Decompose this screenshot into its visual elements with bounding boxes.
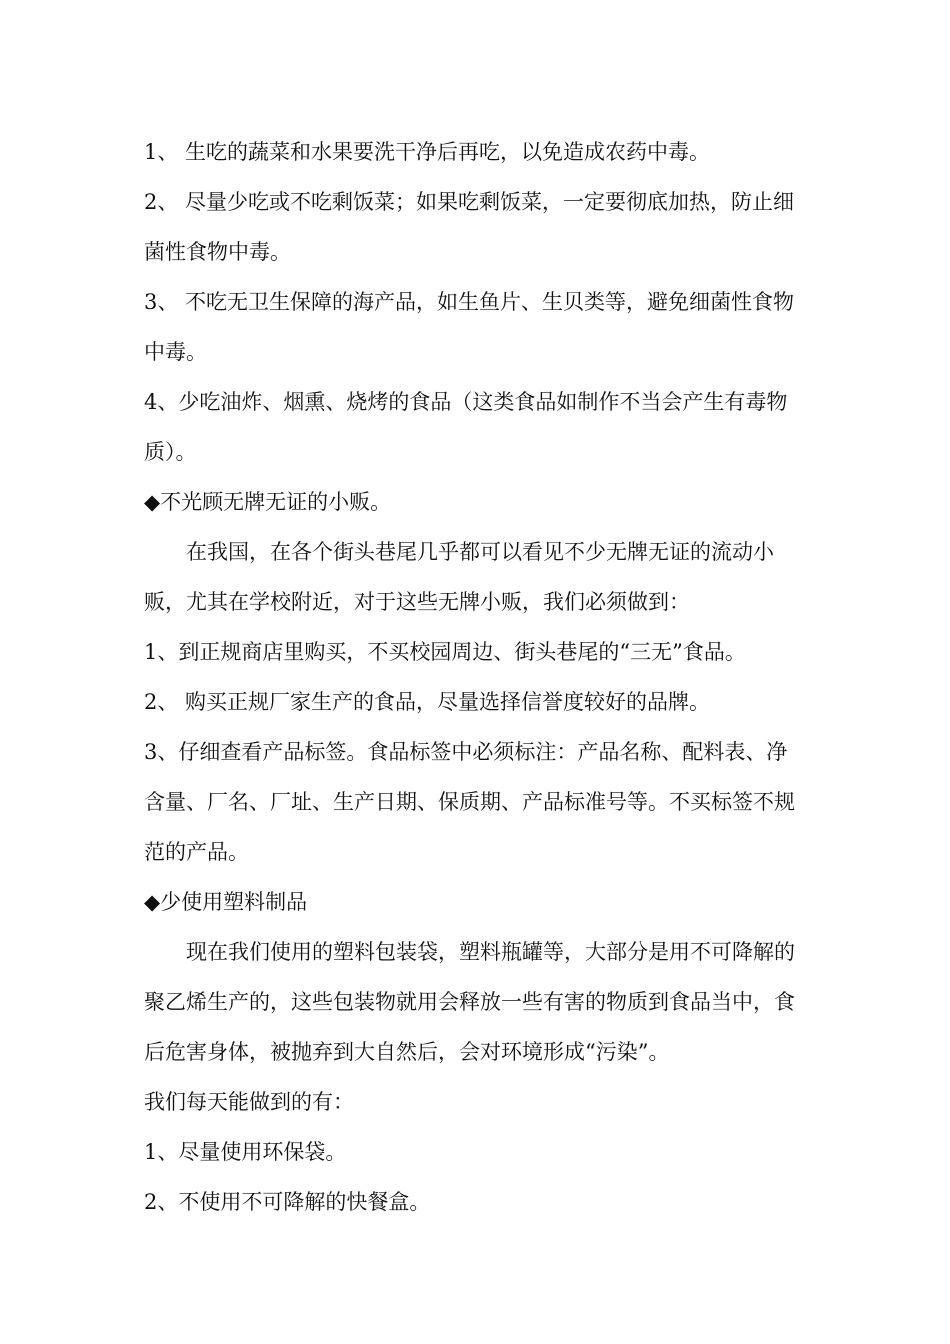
list-item-regular-brands: 2、 购买正规厂家生产的食品，尽量选择信誉度较好的品牌。	[144, 690, 711, 714]
list-item-raw-vegetables: 1、 生吃的蔬菜和水果要洗干净后再吃，以免造成农药中毒。	[144, 140, 711, 164]
document-body	[144, 127, 806, 1227]
list-item-check-labels: 3、仔细查看产品标签。食品标签中必须标注：产品名称、配料表、净含量、厂名、厂址、生产日期、保质期、产品标准号等。不买标签不规范的产品。	[144, 740, 795, 864]
list-item-seafood: 3、 不吃无卫生保障的海产品，如生鱼片、生贝类等，避免细菌性食物中毒。	[144, 290, 795, 364]
list-item-lunchboxes: 2、不使用不可降解的快餐盒。	[144, 1190, 431, 1214]
list-item-regular-stores: 1、到正规商店里购买，不买校园周边、街头巷尾的“三无”食品。	[144, 640, 746, 664]
list-item-fried-food: 4、少吃油炸、烟熏、烧烤的食品（这类食品如制作不当会产生有毒物质）。	[144, 390, 788, 464]
paragraph-plastics: 现在我们使用的塑料包装袋，塑料瓶罐等，大部分是用不可降解的聚乙烯生产的，这些包装物就用会释放一些有害的物质到食品当中，食后危害身体，被抛弃到大自然后，会对环境形成“污染”。	[144, 940, 795, 1064]
list-item-leftovers: 2、 尽量少吃或不吃剩饭菜；如果吃剩饭菜，一定要彻底加热，防止细菌性食物中毒。	[144, 190, 795, 264]
list-item-eco-bags: 1、尽量使用环保袋。	[144, 1140, 347, 1164]
paragraph-daily-actions: 我们每天能做到的有：	[144, 1090, 354, 1114]
section-heading-plastics: ◆少使用塑料制品	[144, 890, 308, 914]
paragraph-vendors: 在我国，在各个街头巷尾几乎都可以看见不少无牌无证的流动小贩，尤其在学校附近，对于这些无牌小贩，我们必须做到：	[144, 540, 774, 614]
section-heading-vendors: ◆不光顾无牌无证的小贩。	[144, 490, 392, 514]
